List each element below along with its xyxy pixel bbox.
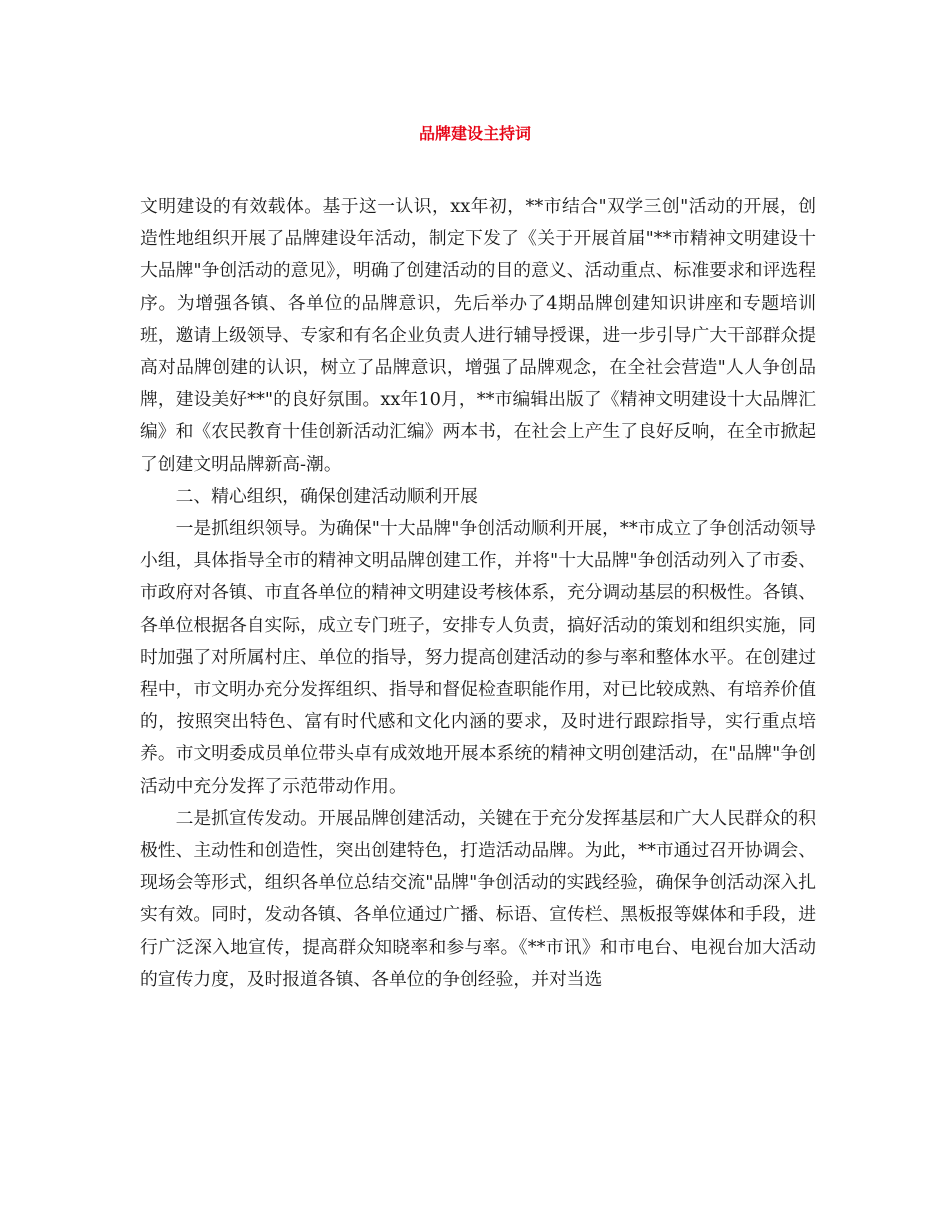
paragraph-publicity: 二是抓宣传发动。开展品牌创建活动，关键在于充分发挥基层和广大人民群众的积极性、主动性和创造性，突出创建特色，打造活动品牌。为此，**市通过召开协调会、现场会等形式，组织各单位总结交流"品牌"争创活动的实践经验，确保争创活动深入扎实有效。同时，发动各镇、各单位通过广播、标语、宣传栏、黑板报等媒体和手段，进行广泛深入地宣传，提高群众知晓率和参与率。《**市讯》和市电台、电视台加大活动的宣传力度，及时报道各镇、各单位的争创经验，并对当选 — [140, 807, 816, 990]
section-heading: 二、精心组织，确保创建活动顺利开展 — [175, 485, 478, 507]
paragraph-continuation: 文明建设的有效载体。基于这一认识，xx年初，**市结合"双学三创"活动的开展，创造性地组织开展了品牌建设年活动，制定下发了《关于开展首届"**市精神文明建设十大品牌"争创活动的意见》，明确了创建活动的目的意义、活动重点、标准要求和评选程序。为增强各镇、各单位的品牌意识，先后举办了4期品牌创建知识讲座和专题培训班，邀请上级领导、专家和有名企业负责人进行辅导授课，进一步引导广大干部群众提高对品牌创建的认识，树立了品牌意识，增强了品牌观念，在全社会营造"人人争创品牌，建设美好**"的良好氛围。xx年10月，**市编辑出版了《精神文明建设十大品牌汇编》和《农民教育十佳创新活动汇编》两本书，在社会上产生了良好反响，在全市掀起了创建文明品牌新高-潮。 — [140, 196, 816, 475]
paragraph-organization: 一是抓组织领导。为确保"十大品牌"争创活动顺利开展，**市成立了争创活动领导小组，具体指导全市的精神文明品牌创建工作，并将"十大品牌"争创活动列入了市委、市政府对各镇、市直各单位的精神文明建设考核体系，充分调动基层的积极性。各镇、各单位根据各自实际，成立专门班子，安排专人负责，搞好活动的策划和组织实施，同时加强了对所属村庄、单位的指导，努力提高创建活动的参与率和整体水平。在创建过程中，市文明办充分发挥组织、指导和督促检查职能作用，对已比较成熟、有培养价值的，按照突出特色、富有时代感和文化内涵的要求，及时进行跟踪指导，实行重点培养。市文明委成员单位带头卓有成效地开展本系统的精神文明创建活动，在"品牌"争创活动中充分发挥了示范带动作用。 — [140, 518, 816, 797]
document-body — [140, 191, 816, 996]
document-title: 品牌建设主持词 — [418, 124, 531, 143]
